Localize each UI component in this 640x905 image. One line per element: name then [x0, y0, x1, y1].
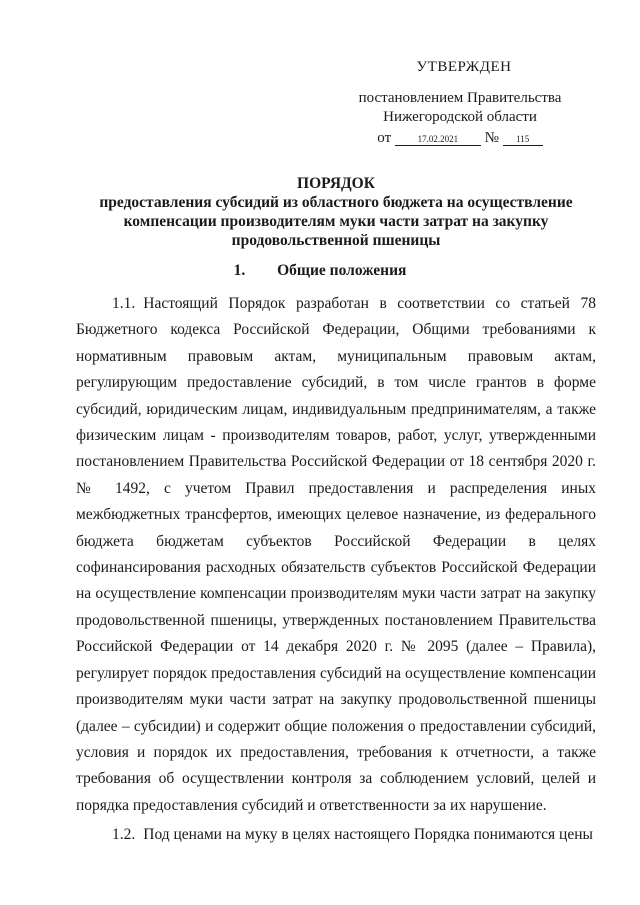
title-main: ПОРЯДОК [297, 175, 375, 192]
number-sign: № [484, 130, 499, 146]
paragraph-text: Настоящий Порядок разработан в соответствии со статьей 78 Бюджетного кодекса Российской Федерации, Общими требованиями к нормативным правовым актам, муниципальным правовым актам, регулирующим предоставление субсидий, в том числе грантов в форме субсидий, юридическим лицам, индивидуальным предпринимателям, а также физическим лицам - производителям товаров, работ, услуг, утвержденными постановлением Правительства Российской Федерации от 18 сентября 2020 г. № 1492, с учетом Правил предоставления и распределения иных межбюджетных трансфертов, имеющих целевое назначение, из федерального бюджета бюджетам субъектов Российской Федерации в целях софинансирования расходных обязательств субъектов Российской Федерации на осуществление компенсации производителям муки части затрат на закупку продовольственной пшеницы, утвержденных постановлением Правительства Российской Федерации от 14 декабря 2020 г. № 2095 (далее – Правила), регулирует порядок предоставления субсидий на осуществление компенсации производителям муки части затрат на закупку продовольственной пшеницы (далее – субсидии) и содержит общие положения о предоставлении субсидий, условия и порядок их предоставления, требования к отчетности, а также требования об осуществлении контроля за соблюдением условий, целей и порядка предоставления субсидий и ответственности за их нарушение. [76, 295, 596, 814]
title-subtitle: предоставления субсидий из областного бюджета на осуществление компенсации производителям муки части затрат на закупку продовольственной пшеницы [99, 194, 573, 249]
approval-resolution-line: постановлением Правительства [358, 90, 562, 106]
paragraph-text: Под ценами на муку в целях настоящего Порядка понимаются цены [143, 826, 593, 843]
paragraph-1-1 [76, 291, 596, 819]
section-title: Общие положения [277, 262, 407, 279]
approval-region-line: Нижегородской области [383, 109, 537, 125]
paragraph-number: 1.1. [112, 295, 136, 312]
date-prefix: от [377, 130, 392, 146]
paragraph-1-2 [76, 822, 596, 848]
paragraph-number: 1.2. [112, 826, 136, 843]
approval-number: 115 [503, 134, 543, 146]
section-heading [0, 262, 640, 280]
approval-block [340, 58, 580, 148]
approval-date: 17.02.2021 [395, 134, 481, 146]
approval-date-number-line [340, 129, 580, 148]
approved-label: УТВЕРЖДЕН [416, 59, 512, 75]
section-number: 1. [233, 262, 246, 279]
document-title [96, 174, 576, 250]
